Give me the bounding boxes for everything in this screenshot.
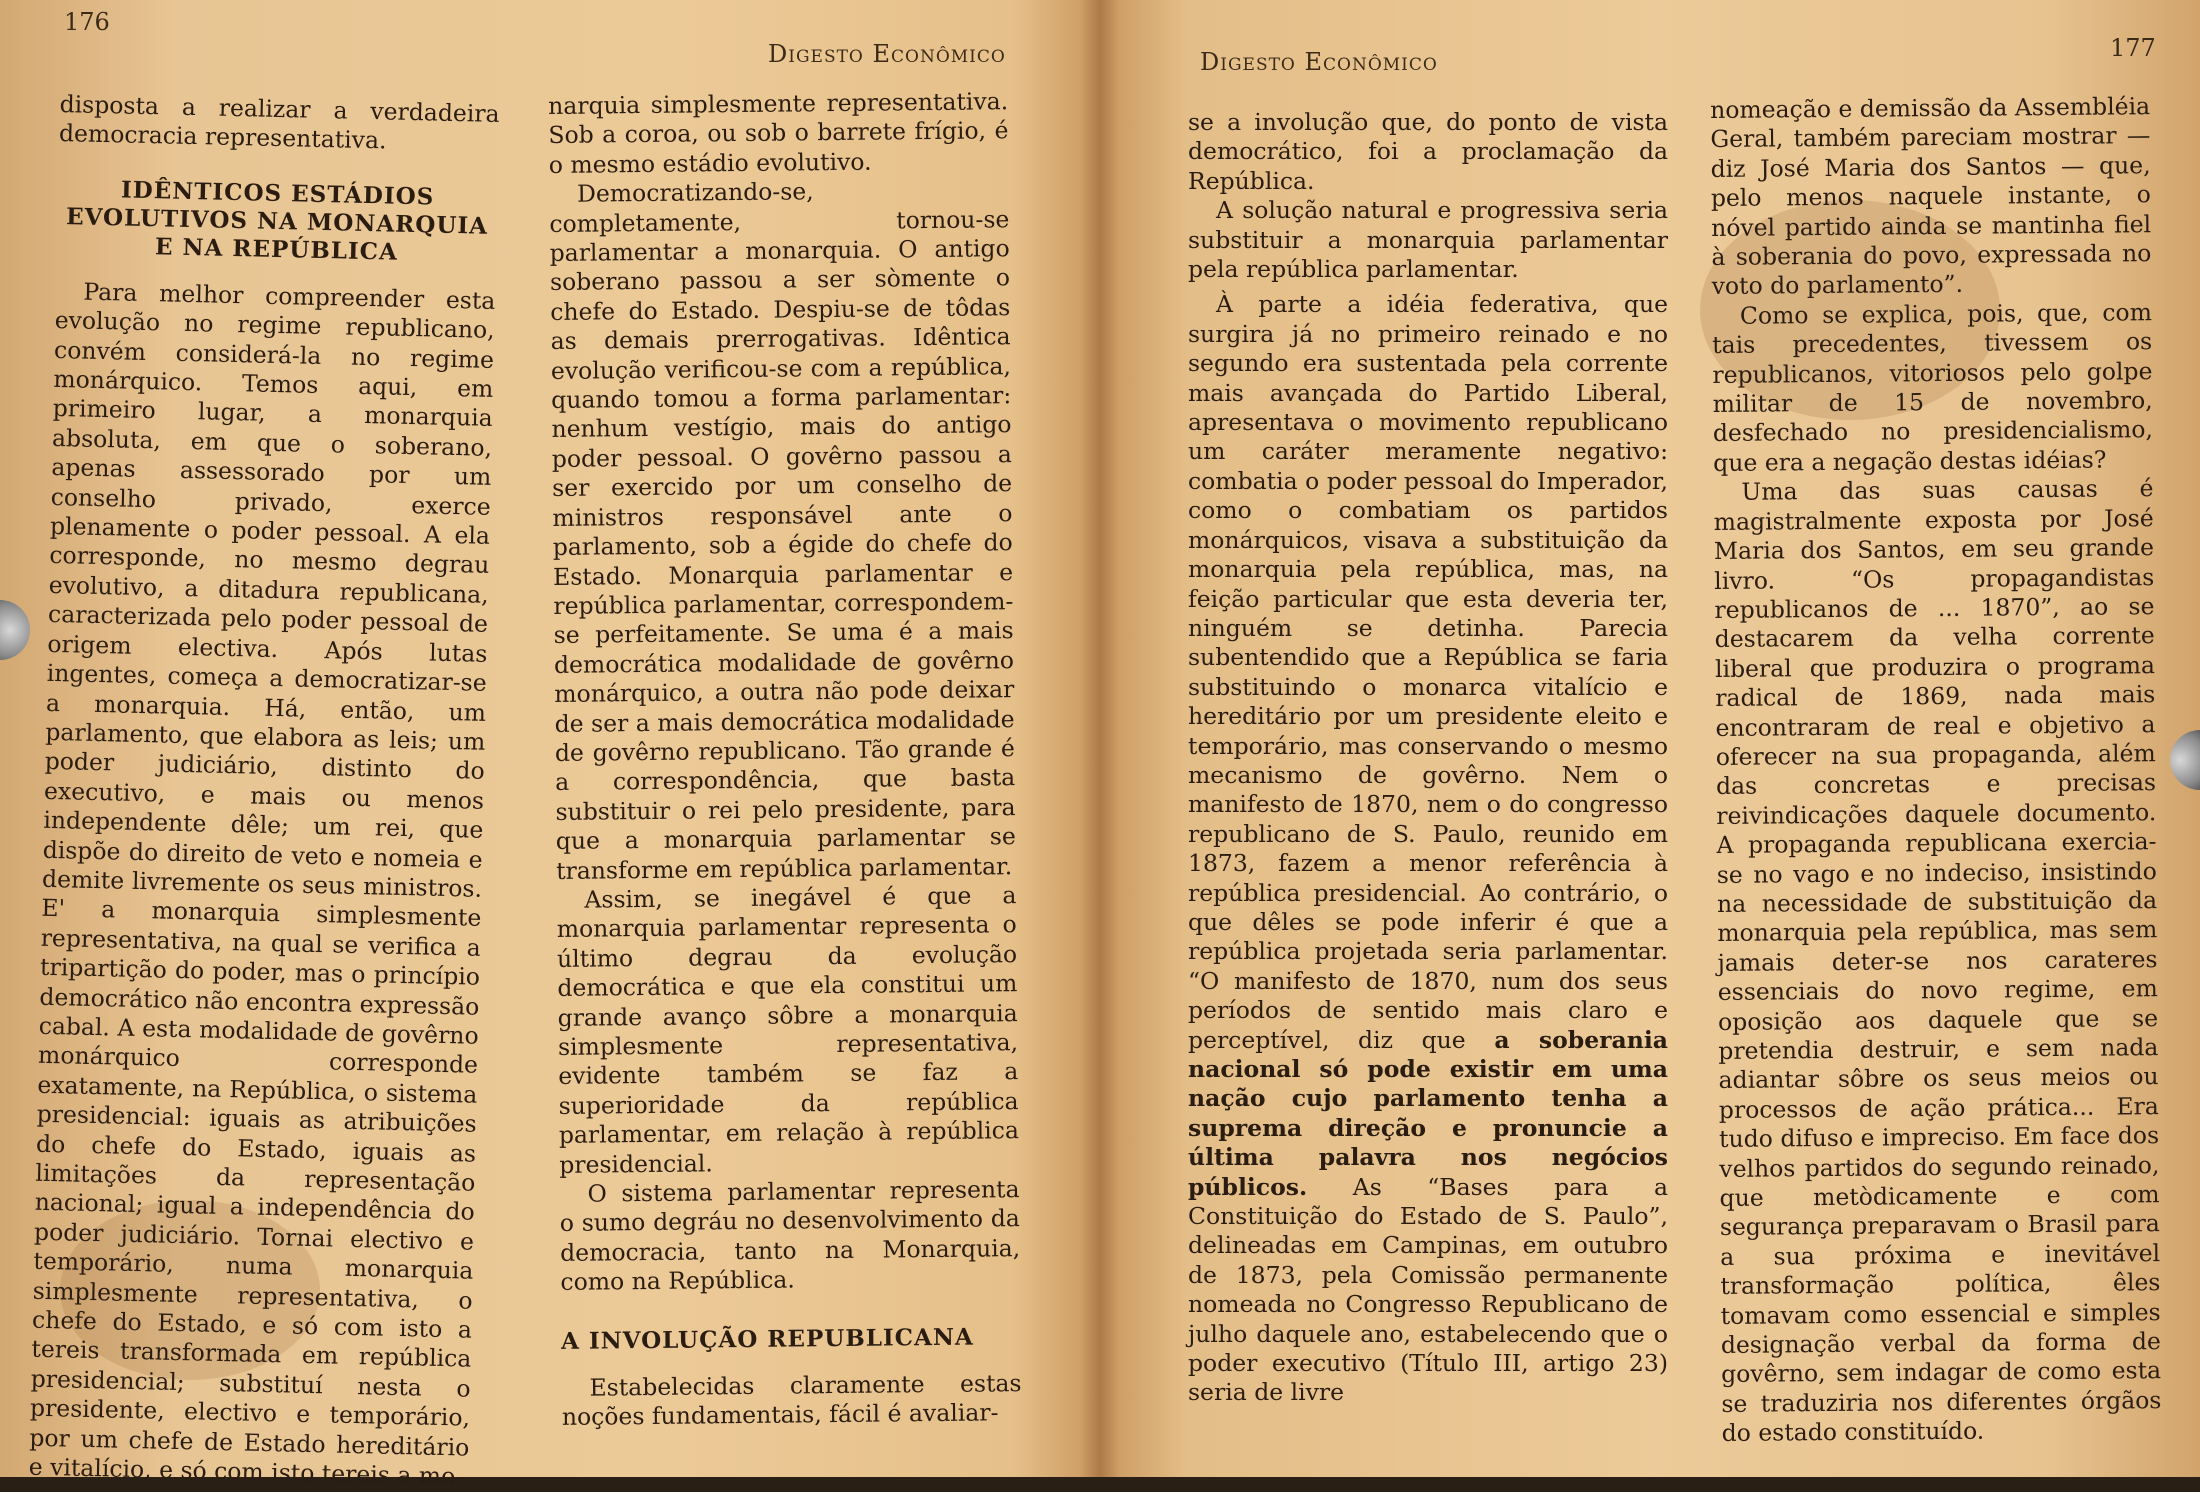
paragraph: Democratizando-se, completamente, tornou-se parlamentar a monarquia. O antigo soberano passou a ser sòmente o chefe do Estado. Despiu-se de tôdas as demais prerrogativas. Idêntica evolução verificou-se com a república, quando tomou a forma parlamentar: nenhum vestígio, mais do antigo poder pessoal. O govêrno passou a ser exercido por um conselho de ministros responsável ante o parlamento, sob a égide do chefe do Estado. Monarquia parlamentar e república parlamentar, correspondem-se perfeitamente. Se uma é a mais democrática modalidade de govêrno monárquico, a outra não pode deixar de ser a mais democrática modalidade de govêrno republicano. Tão grande é a correspondência, que basta substituir o rei pelo presidente, para que a monarquia parlamentar se transforme em república parlamentar. [549, 177, 1016, 885]
bold-quote: a soberania nacional só pode existir em uma nação cujo parlamento tenha a suprema direção e pronuncie a última palavra nos negócios públicos. [1188, 1025, 1669, 1201]
page-number: 176 [64, 8, 110, 36]
left-column-2 [548, 87, 1022, 1431]
paragraph: A solução natural e progressiva seria substituir a monarquia parlamentar pela república parlamentar. [1188, 196, 1668, 284]
right-column-2 [1710, 92, 2162, 1448]
right-column-1 [1188, 108, 1668, 1428]
right-page [1100, 0, 2200, 1477]
paragraph: Estabelecidas claramente estas noções fundamentais, fácil é avaliar- [561, 1368, 1022, 1431]
paragraph: Uma das suas causas é magistralmente exposta por José Maria dos Santos, em seu grande livro. “Os propagandistas republicanos de ... 1870”, ao se destacarem da velha corrente liberal que produzira o programa radical de 1869, nada mais encontraram de real e objetivo a oferecer na sua propaganda, além das concretas e precisas reivindicações daquele documento. A propaganda republicana exercia-se no vago e no indeciso, insistindo na necessidade de substituição da monarquia pela república, mas sem jamais deter-se nos carateres essenciais do novo regime, em oposição aos daquele que se pretendia destruir, e sem nada adiantar sôbre os seus meios ou processos de ação práticа... Era tudo difuso e impreciso. Em face dos velhos partidos do segundo reinado, que metòdicamente e com segurança preparavam o Brasil para a sua próxima e inevitável transformação política, êles tomavam como essencial e simples designação verbal da forma de govêrno, sem indagar de como esta se traduziria nos diferentes órgãos do estado constituído. [1713, 474, 2162, 1448]
left-column-1 [28, 90, 500, 1491]
paragraph-text: As “Bases para a Constituição do Estado de S. Paulo”, delineadas em Campinas, em outubro de 1873, pela Comissão permanente nomeada no Congresso Republicano de julho daquele ano, estabelecendo que o poder executivo (Título III, artigo 23) seria de livre [1188, 1172, 1668, 1407]
paragraph: Como se explica, pois, que, com tais precedentes, tivessem os republicanos, vitoriosos pelo golpe militar de 15 de novembro, desfechado no presidencialismo, que era a negação destas idéias? [1712, 297, 2154, 477]
section-heading: IDÊNTICOS ESTÁDIOS EVOLUTIVOS NA MONARQUIA E NA REPÚBLICA [65, 176, 489, 266]
binding-clip [0, 600, 30, 660]
page-number: 177 [2110, 34, 2156, 62]
paragraph: O sistema parlamentar representa o sumo degráu no desenvolvimento da democracia, tanto na Monarquia, como na República. [559, 1175, 1021, 1297]
running-head: Digesto Econômico [1200, 48, 1438, 76]
paragraph: nomeação e demissão da Assembléia Geral, também pareciam mostrar — diz José Maria dos Santos — que, pelo menos naquele instante, o nóvel partido ainda se mantinha fiel à soberania do povo, expressada no voto do parlamento”. [1710, 92, 2152, 301]
paragraph: Assim, se inegável é que a monarquia parlamentar representa o último degrau da evolução democrática e que ela constitui um grande avanço sôbre a monarquia simplesmente representativa, evidente também se faz a superioridade da república parlamentar, em relação à república presidencial. [556, 881, 1020, 1179]
paragraph-text: À parte a idéia federativa, que surgira já no primeiro reinado e no segundo era sustentada pela corrente mais avançada do Partido Liberal, apresentava o movimento republicano um caráter meramente negativo: combatia o poder pessoal do Imperador, como o combatiam os partidos monárquicos, visava a substituição da monarquia pela república, mas, na feição particular que esta deveria ter, ninguém se detinha. Parecia subentendido que a República se faria substituindo o monarca vitalício e hereditário por um presidente eleito e temporário, mas conservando o mesmo mecanismo de govêrno. Nem o manifesto de 1870, nem o do congresso republicano de S. Paulo, reunido em 1873, fazem a menor referência à república presidencial. Ao contrário, o que dêles se pode inferir é que a república projetada seria parlamentar. “O manifesto de 1870, num dos seus períodos de sentido mais claro e perceptível, diz que [1188, 290, 1668, 1054]
running-head: Digesto Econômico [768, 40, 1006, 68]
section-heading: A INVOLUÇÃO REPUBLICANA [560, 1323, 974, 1355]
paragraph: narquia simplesmente representativa. Sob a coroa, ou sob o barrete frígio, é o mesmo estádio evolutivo. [548, 87, 1009, 179]
paragraph: disposta a realizar a verdadeira democracia representativa. [58, 90, 500, 155]
binding-clip [2170, 730, 2200, 790]
paragraph: se a involução que, do ponto de vista democrático, foi a proclamação da República. [1188, 108, 1668, 195]
left-page [0, 0, 1100, 1491]
paragraph: Para melhor compreender esta evolução no regime republicano, convém considerá-la no regime monárquico. Temos aqui, em primeiro lugar, a monarquia absoluta, em que o soberano, apenas assessorado por um conselho privado, exerce plenamente o poder pessoal. A ela corresponde, no mesmo degrau evolutivo, a ditadura republicana, caracterizada pelo poder pessoal de origem electiva. Após lutas ingentes, começa a democratizar-se a monarquia. Há, então, um parlamento, que elabora as leis; um poder judiciário, distinto do executivo, e mais ou menos independente dêle; um rei, que dispõe do direito de veto e nomeia e demite livremente os seus ministros. E' a monarquia simplesmente representativa, na qual se verifica a tripartição do poder, mas o princípio democrático não encontra expressão cabal. A esta modalidade de govêrno monárquico corresponde exatamente, na República, o sistema presidencial: iguais as atribuições do chefe do Estado, iguais as limitações da representação nacional; igual a independência do poder judiciário. Tornai electivo e temporário, numa monarquia simplesmente representativa, o chefe do Estado, e só com isto a tereis transformada em república presidencial; substituí nesta o presidente, electivo e temporário, por um chefe de Estado hereditário e vitalício, e só com isto tereis a mo- [28, 277, 496, 1491]
paragraph [1188, 290, 1668, 1407]
